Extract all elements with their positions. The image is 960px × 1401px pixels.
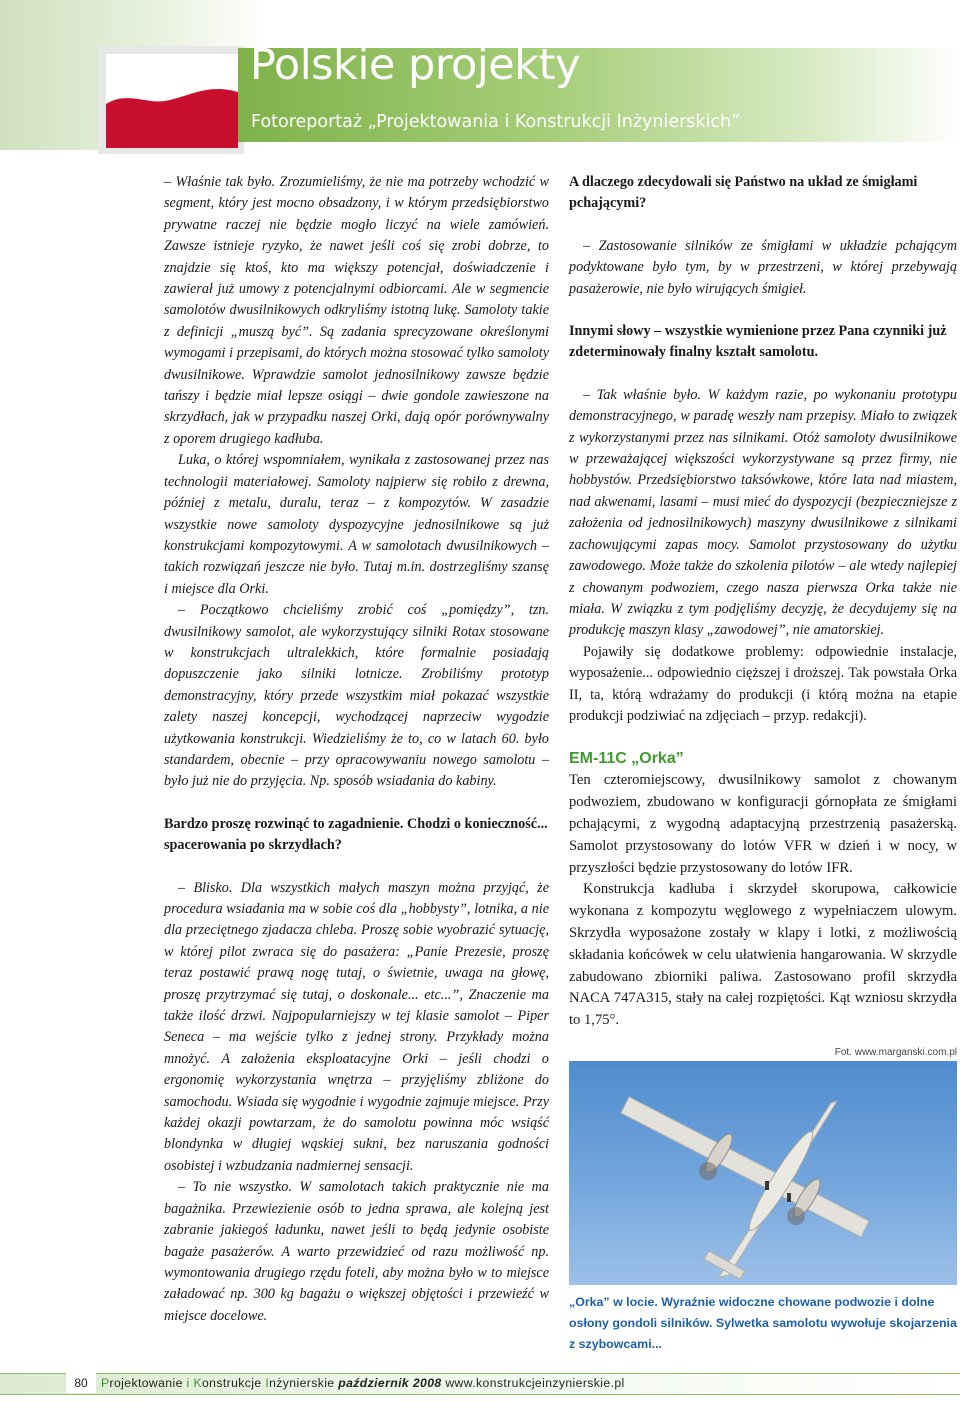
footer-letter-i2: I — [265, 1376, 270, 1390]
footer-word-konstrukcje: onstrukcje — [201, 1376, 266, 1390]
left-paragraph-1: – Właśnie tak było. Zrozumieliśmy, że nie ma potrzeby wchodzić w segment, który jest mocno obsadzony, i w którym przedsiębiorstwo prywatne raczej nie będzie mogło liczyć na wiele zamówień. Zawsze istnieje ryzyko, że nawet jeśli coś się zrobi dobrze, to znajdzie się ktoś, kto ma większy potencjał, doświadczenie i zawierał już umowy z potencjalnymi odbiorcami. Ale w segmencie samolotów dwusilnikowych odkryliśmy istotną lukę. Samoloty takie z definicji „muszą być”. Są zadania sprecyzowane określonymi wymogami i przepisami, do których można stosować tylko samoloty dwusilnikowe. Wprawdzie samolot jednosilnikowy zawsze będzie tańszy i będzie miał lepsze osiągi – dwie gondole zawieszone na skrzydłach, jak w przypadku naszej Orki, dają opór porównywalny z oporem drugiego kadłuba. — [164, 174, 549, 447]
left-answer-1: – Blisko. Dla wszystkich małych maszyn można przyjąć, że procedura wsiadania ma w sobie coś dla „hobbysty”, lotnika, a nie dla przeciętnego zjadacza chleba. Proszę sobie wyobrazić sytuację, w której pilot zwraca się do pasażera: „Panie Prezesie, proszę teraz postawić prawą nogę tutaj, o świetnie, uwaga na głowę, proszę przytrzymać się tutaj, o doskonale... etc...”, Znaczenie ma także ilość drzwi. Najpopularniejszy w tej klasie samolot – Piper Seneca – ma wejście tylko z jednej strony. Przykłady można mnożyć. A założenia eksploatacyjne Orki – jeśli chodzi o ergonomię wykorzystania wnętrza – przyjęliśmy zbliżone do samochodu. Wsiada się wygodnie i wygodnie zajmuje miejsce. Przy każdej okazji powtarzam, że do samolotu powinna móc wsiąść blondynka w długiej wąskiej sukni, bez naruszania godności osobistej i wzbudzania nadmiernej sensacji. — [164, 879, 549, 1174]
aircraft-photo — [569, 1061, 957, 1285]
right-answer-3 — [569, 642, 957, 728]
page-subtitle: Fotoreportaż „Projektowania i Konstrukcji Inżynierskich” — [251, 112, 741, 132]
polish-flag-logo — [98, 46, 244, 154]
spec-paragraph-2: Konstrukcja kadłuba i skrzydeł skorupowa, całkowicie wykonana z kompozytu węglowego z wypełniaczem ulowym. Skrzydła wyposażone zostały w klapy i lotki, z możliwością składania końcówek w celu ułatwienia hangarowania. W skrzydle zabudowano zbiorniki paliwa. Zastosowano profil skrzydła NACA 747A315, stały na całej rozpiętości. Kąt wzniosu skrzydła to 1,75°. — [569, 881, 957, 1029]
photo-caption: „Orka” w locie. Wyraźnie widoczne chowane podwozie i dolne osłony gondoli silników. Sylwetka samolotu wywołuje skojarzenia z szybowcami... — [569, 1295, 957, 1351]
spec-paragraph-1: Ten czteromiejscowy, dwusilnikowy samolot z chowanym podwoziem, zbudowano w konfiguracji górnopłata ze śmigłami pchającymi, z wygodną adaptacyjną przestrzenią pasażerską. Samolot przystosowany do lotów VFR w dzień i w nocy, w przyszłości będzie przystosowany do lotów IFR. — [569, 772, 957, 876]
photo-credit: Fot. www.marganski.com.pl — [834, 1047, 957, 1058]
aircraft-silhouette-image — [569, 1061, 957, 1285]
left-answer-2: – To nie wszystko. W samolotach takich praktycznie nie ma bagażnika. Przewiezienie osób to jedna sprawa, ale kolejną jest zabranie jakiegoś ładunku, nawet jeśli to będą jedynie osobiste bagaże pasażerów. A warto przewidzieć od razu możliwość np. wymontowania drugiego rzędu foteli, aby można było w to miejsce załadować np. 300 kg bagażu o większej objętości i przewieźć w miejsce docelowe. — [164, 1179, 549, 1324]
editor-note: (i którą można na etapie produkcji podziwiać na zdjęciach – przyp. redakcji). — [569, 686, 957, 724]
spec-section — [569, 770, 957, 1032]
interview-question-3: Innymi słowy – wszystkie wymienione przez Pana czynniki już zdeterminowały finalny kształt samolotu. — [569, 323, 947, 361]
left-paragraph-2: Luka, o której wspomniałem, wynikała z zastosowanej przez nas technologii materiałowej. Samoloty najpierw się robiło z drewna, później z metalu, duralu, teraz – z kompozytów. W zasadzie wszystkie nowe samoloty dyspozycyjne jednosilnikowe są już konstrukcjami kompozytowymi. A w samolotach dwusilnikowych – takich rozwiązań jeszcze nie było. Tutaj m.in. dostrzegliśmy szansę i miejsce dla Orki. — [164, 452, 549, 597]
interview-question-2: A dlaczego zdecydowali się Państwo na układ ze śmigłami pchającymi? — [569, 174, 918, 212]
footer-letter-k: K — [193, 1376, 202, 1390]
footer-letter-i: i — [186, 1376, 194, 1390]
footer-word-projektowanie: rojektowanie — [109, 1376, 187, 1390]
left-paragraph-3: – Początkowo chcieliśmy zrobić coś „pomiędzy”, tzn. dwusilnikowy samolot, ale wykorzystujący silniki Rotax stosowane w konstrukcjach ultralekkich, które formalnie posiadają dopuszczenie jako silniki lotnicze. Zrobiliśmy prototyp demonstracyjny, który przede wszystkim miał pokazać wszystkie zalety naszej koncepcji, wychodzącej naprzeciw wygodzie użytkowania konstrukcji. Wiedzieliśmy że to, co w latach 60. było standardem, obecnie – przy opracowywaniu nowego samolotu – było już nie do przyjęcia. Np. sposób wsiadania do kabiny. — [164, 602, 549, 790]
page-number: 80 — [66, 1373, 96, 1393]
right-answer-1: – Zastosowanie silników ze śmigłami w układzie pchającym podyktowane było tym, by w przestrzeni, w której przebywają pasażerowie, nie było wirujących śmigieł. — [569, 237, 957, 297]
footer-url[interactable]: www.konstrukcjeinzynierskie.pl — [445, 1376, 625, 1390]
interview-question-1: Bardzo proszę rozwinąć to zagadnienie. Chodzi o konieczność... spacerowania po skrzydłach? — [164, 815, 548, 854]
section-heading-orka: EM-11C „Orka” — [569, 750, 684, 768]
footer-letter-p: P — [101, 1376, 110, 1390]
left-column — [164, 172, 549, 1327]
page-title: Polskie projekty — [250, 40, 580, 90]
footer-issue-date: październik 2008 — [338, 1376, 446, 1390]
footer-word-inzynierskie: nżynierskie — [269, 1376, 339, 1390]
footer-publication-line — [101, 1373, 625, 1393]
right-answer-3-text: Pojawiły się dodatkowe problemy: odpowiednie instalacje, wyposażenie... odpowiednio cięższej i droższej. Tak powstała Orka II, ta, którą wdrażamy do produkcji — [569, 643, 957, 703]
right-answer-2: – Tak właśnie było. W każdym razie, po wykonaniu prototypu demonstracyjnego, w paradę weszły nam przepisy. Miało to związek z wykorzystanymi przez nas silnikami. Otóż samoloty dwusilnikowe w przeważającej większości wykorzystywane są przez firmy, nie hobbystów. Przedsiębiorstwo taksówkowe, które lata nad miastem, nad akwenami, lasami – musi mieć do dyspozycji (bezpieczniejsze z założenia od jednosilnikowych) maszyny dwusilnikowe z silnikami zachowującymi zapas mocy. Samolot przystosowany do użytku zawodowego. Może także do szkolenia pilotów – ale wtedy najlepiej z chowanym podwoziem, czego nasza pierwsza Orka także nie miała. W związku z tym podjęliśmy decyzję, że decydujemy się na produkcję maszyn klasy „zawodowej”, nie amatorskiej. — [569, 386, 957, 639]
right-column — [569, 172, 957, 1032]
